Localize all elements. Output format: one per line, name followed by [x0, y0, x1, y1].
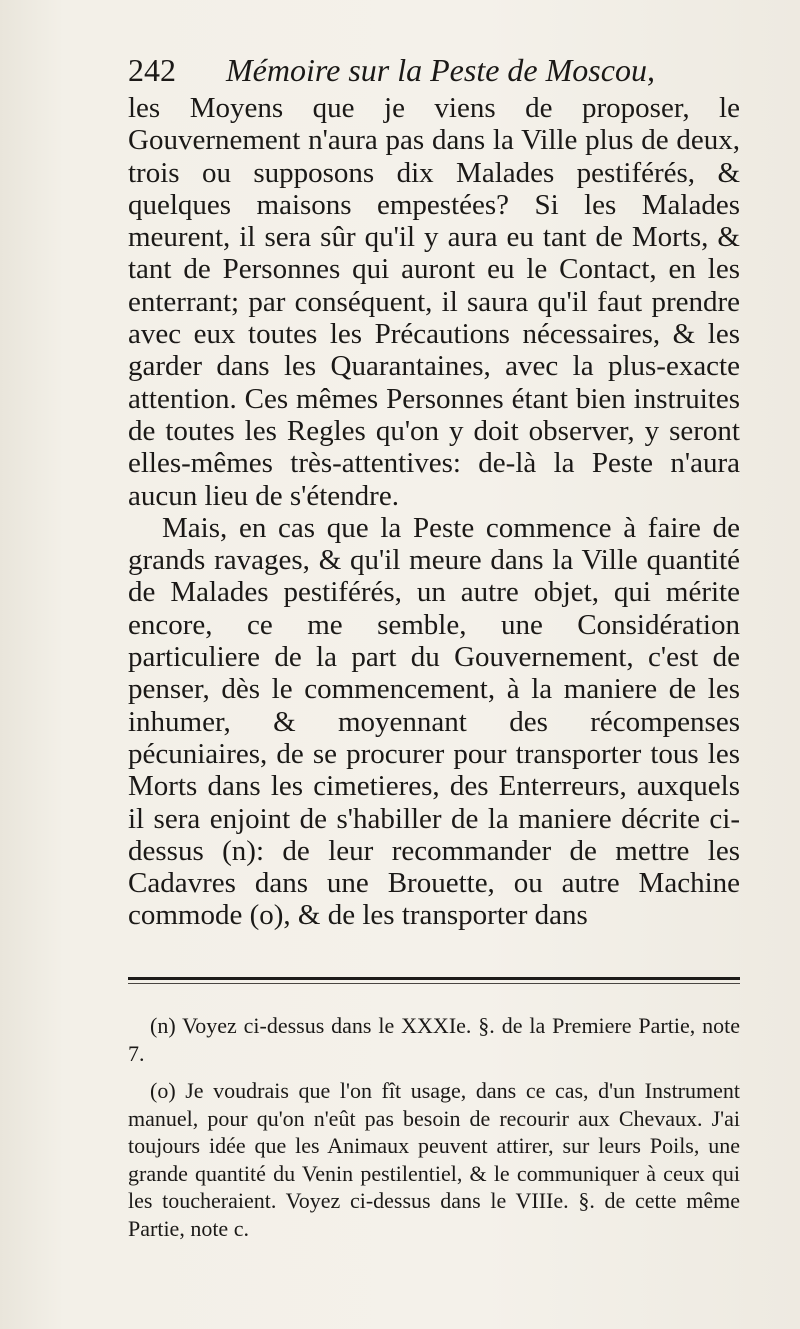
page-number: 242	[128, 52, 176, 88]
running-head	[128, 50, 748, 90]
footnote-rule	[128, 977, 740, 980]
footnote-rule-thin	[128, 983, 740, 984]
footnotes	[128, 1012, 740, 1252]
main-text	[128, 92, 740, 932]
paragraph-mais: Mais, en cas que la Peste commence à faire de grands ravages, & qu'il meure dans la Ville quantité de Malades pestiférés, un autre objet, qui mérite encore, ce me semble, une Considération particuliere de la part du Gouvernement, c'est de penser, dès le commencement, à la maniere de les inhumer, & moyennant des récompenses pécuniaires, de se procurer pour transporter tous les Morts dans les cimetieres, des Enterreurs, auxquels il sera enjoint de s'habiller de la maniere décrite ci-dessus (n): de leur recommander de mettre les Cadavres dans une Brouette, ou autre Machine commode (o), & de les transporter dans	[128, 511, 740, 932]
footnote-o: (o) Je voudrais que l'on fît usage, dans ce cas, d'un Instrument manuel, pour qu'on n'eût pas besoin de recourir aux Chevaux. J'ai toujours idée que les Animaux peuvent attirer, sur leurs Poils, une grande quantité du Venin pestilentiel, & le communiquer à ceux qui les toucheraient. Voyez ci-dessus dans le VIIIe. §. de cette même Partie, note c.	[128, 1078, 740, 1241]
running-title: Mémoire sur la Peste de Moscou,	[226, 52, 655, 88]
footnote-n: (n) Voyez ci-dessus dans le XXXIe. §. de la Premiere Partie, note 7.	[128, 1013, 740, 1066]
paragraph-continued: les Moyens que je viens de proposer, le Gouvernement n'aura pas dans la Ville plus de deux, trois ou supposons dix Malades pestiférés, & quelques maisons empestées? Si les Malades meurent, il sera sûr qu'il y aura eu tant de Morts, & tant de Personnes qui auront eu le Contact, en les enterrant; par conséquent, il saura qu'il faut prendre avec eux toutes les Précautions nécessaires, & les garder dans les Quarantaines, avec la plus-exacte attention. Ces mêmes Personnes étant bien instruites de toutes les Regles qu'on y doit observer, y seront elles-mêmes très-attentives: de-là la Peste n'aura aucun lieu de s'étendre.	[128, 92, 740, 512]
